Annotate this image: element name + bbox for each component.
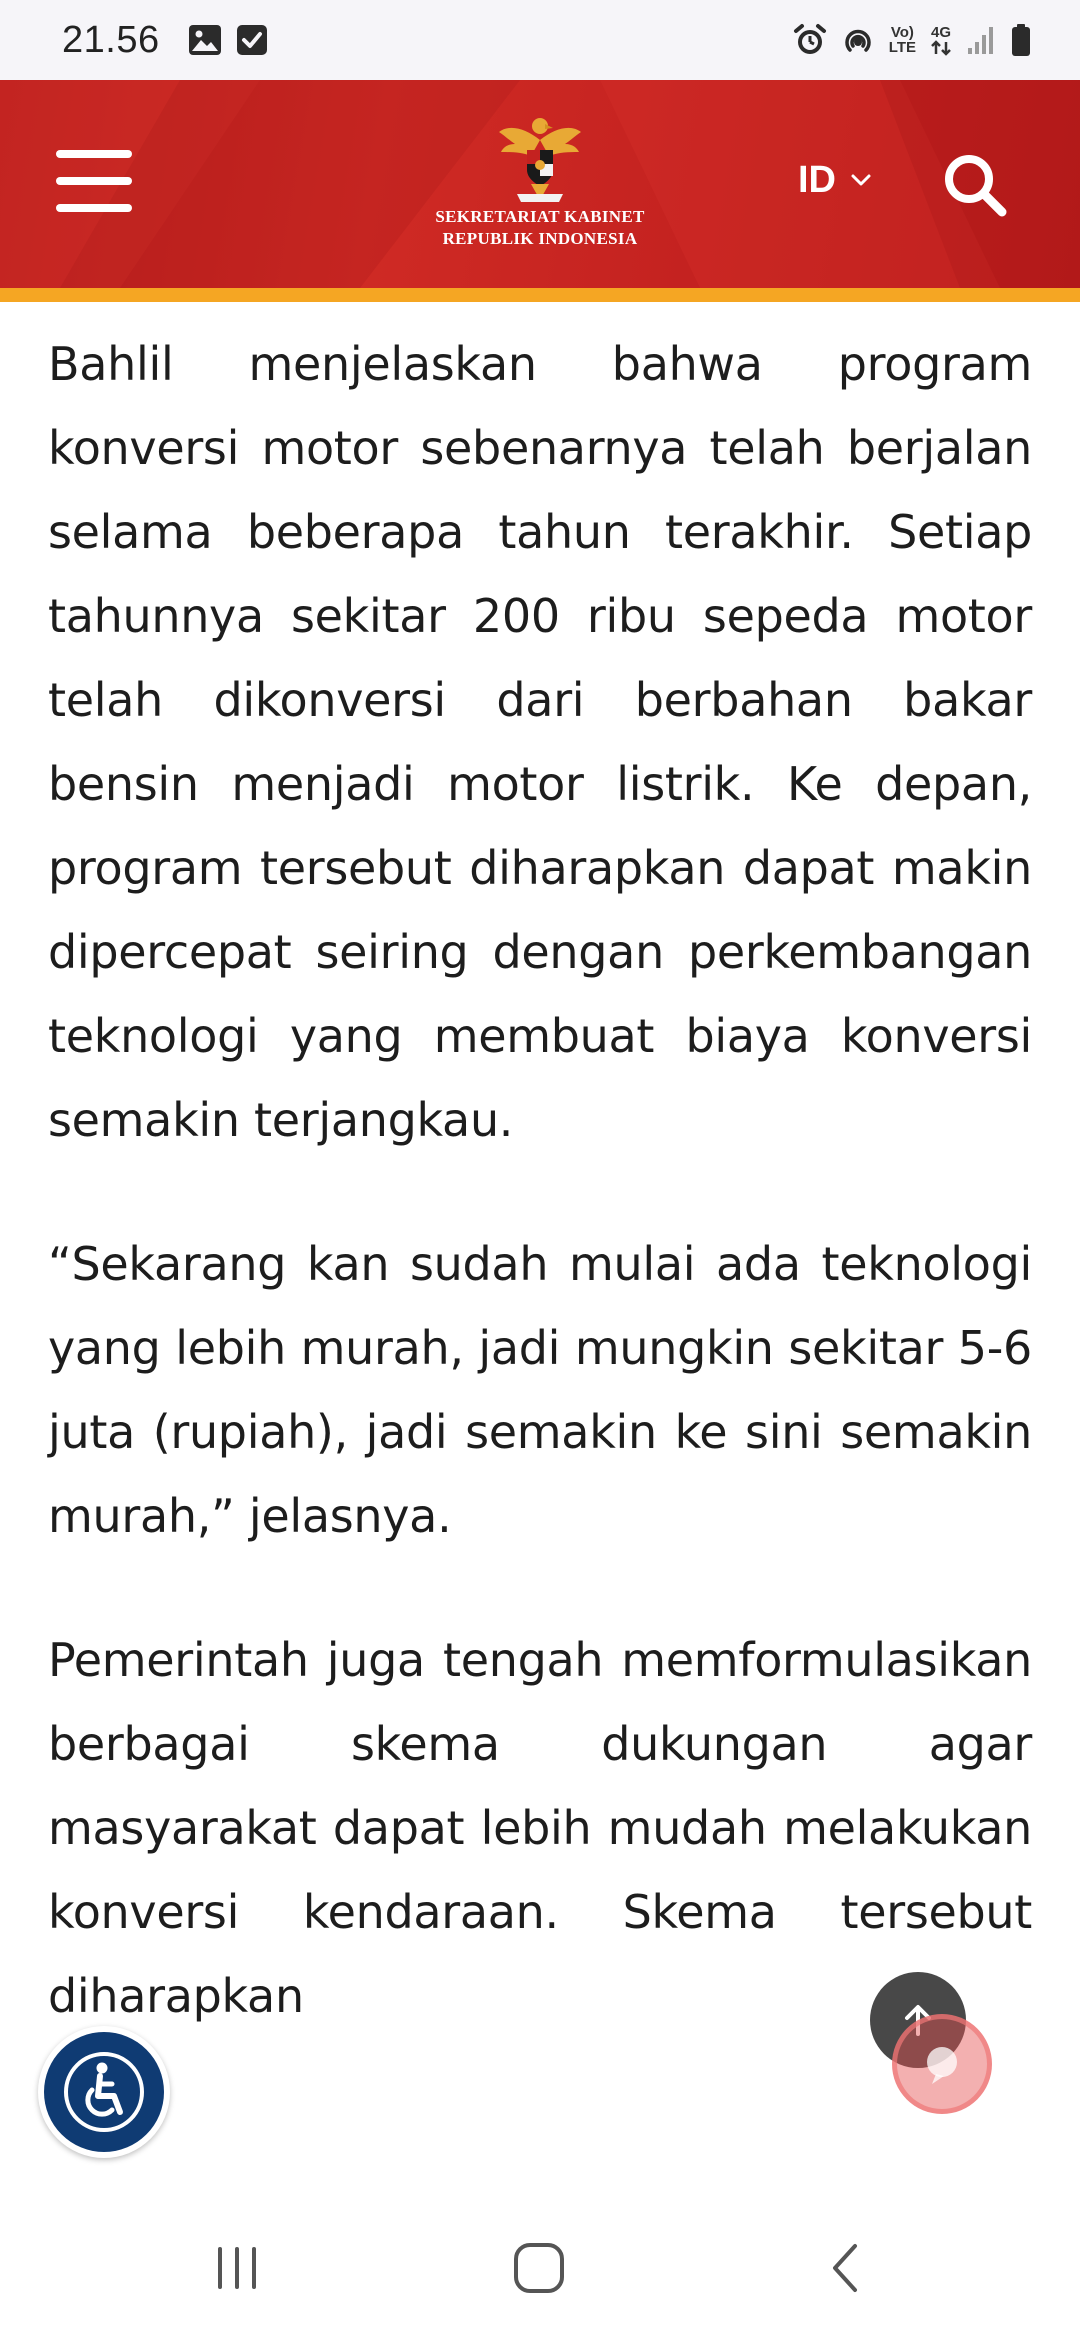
home-icon [511, 2240, 567, 2296]
signal-icon [966, 24, 996, 56]
language-selector[interactable] [798, 152, 872, 208]
article-paragraph: Bahlil menjelaskan bahwa program konversi motor sebenarnya telah berjalan selama beberapa tahun terakhir. Setiap tahunnya sekitar 200 ribu sepeda motor telah dikonversi dari berbahan bakar bensin menjadi motor listrik. Ke depan, program tersebut diharapkan dapat makin dipercepat seiring dengan perkembangan teknologi yang membuat biaya konversi semakin terjangkau. [48, 337, 1032, 1147]
site-logo[interactable] [400, 110, 680, 260]
logo-title-line2: REPUBLIK INDONESIA [442, 229, 638, 248]
article-paragraph: Pemerintah juga tengah memformulasikan berbagai skema dukungan agar masyarakat dapat lebih mudah melakukan konversi kendaraan. Skema tersebut diharapkan [48, 1633, 1032, 2023]
menu-bar-line [56, 177, 132, 185]
battery-icon [1010, 23, 1032, 57]
search-icon [940, 150, 1010, 220]
back-button[interactable] [800, 2228, 890, 2308]
menu-button[interactable] [56, 150, 136, 212]
menu-bar-line [56, 150, 132, 158]
checkbox-icon [236, 24, 268, 56]
home-button[interactable] [494, 2228, 584, 2308]
recent-apps-icon [212, 2243, 262, 2293]
chevron-down-icon [850, 173, 872, 187]
accessibility-badge [44, 2032, 164, 2152]
logo-title-line1: SEKRETARIAT KABINET [435, 207, 645, 226]
chat-icon [918, 2040, 966, 2088]
volte-icon: Vo) LTE [888, 24, 916, 56]
status-bar [0, 0, 1080, 80]
header-accent-bar [0, 288, 1080, 302]
gallery-icon [188, 24, 222, 56]
article-body [48, 322, 1032, 2098]
accessibility-button[interactable] [38, 2026, 170, 2158]
recent-apps-button[interactable] [192, 2228, 282, 2308]
back-icon [825, 2240, 865, 2296]
alarm-icon [793, 23, 827, 57]
garuda-emblem-icon [495, 110, 585, 206]
status-time: 21.56 [62, 18, 160, 61]
navigation-bar [0, 2200, 1080, 2340]
search-button[interactable] [940, 150, 1010, 220]
data-arrows-icon: 4G [930, 25, 952, 56]
wheelchair-icon [62, 2050, 146, 2134]
hotspot-icon [841, 23, 875, 57]
article-paragraph: “Sekarang kan sudah mulai ada teknologi yang lebih murah, jadi mungkin sekitar 5-6 juta (rupiah), jadi semakin ke sini semakin murah,” jelasnya. [48, 1237, 1032, 1543]
menu-bar-line [56, 204, 132, 212]
language-label: ID [798, 158, 836, 201]
chat-bubble-button[interactable] [892, 2014, 992, 2114]
